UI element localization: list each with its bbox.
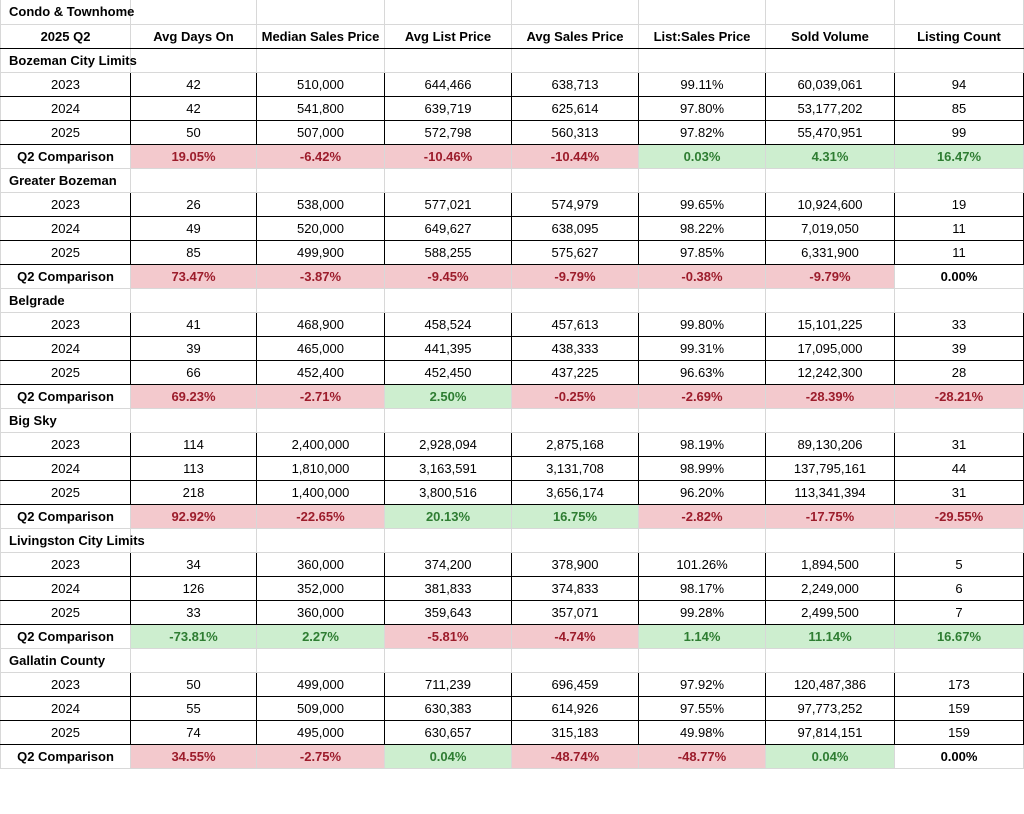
listing-count-cell[interactable]: 19 — [895, 192, 1024, 216]
listing-count-cell[interactable]: 11 — [895, 216, 1024, 240]
median-sales-price-change-cell[interactable]: -6.42% — [257, 144, 385, 168]
year-cell[interactable]: 2023 — [1, 312, 131, 336]
empty-cell[interactable] — [895, 528, 1024, 552]
listing-count-cell[interactable]: 159 — [895, 696, 1024, 720]
avg-list-price-cell[interactable]: 3,800,516 — [385, 480, 512, 504]
avg-days-on-cell[interactable]: 42 — [131, 72, 257, 96]
median-sales-price-change-cell[interactable]: 2.27% — [257, 624, 385, 648]
empty-cell[interactable] — [639, 168, 766, 192]
median-sales-price-change-cell[interactable]: -2.71% — [257, 384, 385, 408]
list-sales-price-cell[interactable]: 97.82% — [639, 120, 766, 144]
list-sales-price-cell[interactable]: 98.19% — [639, 432, 766, 456]
list-sales-price-cell[interactable]: 98.17% — [639, 576, 766, 600]
median-sales-price-cell[interactable]: 499,000 — [257, 672, 385, 696]
avg-list-price-change-cell[interactable]: -9.45% — [385, 264, 512, 288]
avg-list-price-cell[interactable]: 639,719 — [385, 96, 512, 120]
empty-cell[interactable] — [766, 48, 895, 72]
header-list-sales-price[interactable]: List:Sales Price — [639, 24, 766, 48]
comparison-row — [1, 744, 1024, 768]
sold-volume-cell[interactable]: 12,242,300 — [766, 360, 895, 384]
sold-volume-change-cell[interactable]: 11.14% — [766, 624, 895, 648]
section-title[interactable]: Big Sky — [1, 408, 131, 432]
empty-cell[interactable] — [131, 408, 257, 432]
comparison-label[interactable]: Q2 Comparison — [1, 264, 131, 288]
comparison-row — [1, 144, 1024, 168]
comparison-label[interactable]: Q2 Comparison — [1, 384, 131, 408]
list-sales-price-cell[interactable]: 98.22% — [639, 216, 766, 240]
year-cell[interactable]: 2025 — [1, 360, 131, 384]
year-cell[interactable]: 2024 — [1, 216, 131, 240]
table-row — [1, 312, 1024, 336]
table-row — [1, 480, 1024, 504]
list-sales-price-cell[interactable]: 96.63% — [639, 360, 766, 384]
sold-volume-cell[interactable]: 89,130,206 — [766, 432, 895, 456]
avg-sales-price-cell[interactable]: 378,900 — [512, 552, 639, 576]
avg-sales-price-cell[interactable]: 438,333 — [512, 336, 639, 360]
empty-cell[interactable] — [766, 168, 895, 192]
median-sales-price-cell[interactable]: 1,400,000 — [257, 480, 385, 504]
table-row — [1, 576, 1024, 600]
median-sales-price-cell[interactable]: 465,000 — [257, 336, 385, 360]
list-sales-price-change-cell[interactable]: 1.14% — [639, 624, 766, 648]
avg-sales-price-change-cell[interactable]: 16.75% — [512, 504, 639, 528]
avg-sales-price-change-cell[interactable]: -0.25% — [512, 384, 639, 408]
avg-list-price-cell[interactable]: 2,928,094 — [385, 432, 512, 456]
comparison-row — [1, 504, 1024, 528]
list-sales-price-cell[interactable]: 99.28% — [639, 600, 766, 624]
section-header-row — [1, 48, 1024, 72]
header-period[interactable]: 2025 Q2 — [1, 24, 131, 48]
avg-days-on-cell[interactable]: 49 — [131, 216, 257, 240]
list-sales-price-cell[interactable]: 99.80% — [639, 312, 766, 336]
table-row — [1, 720, 1024, 744]
listing-count-change-cell[interactable]: 0.00% — [895, 744, 1024, 768]
listing-count-cell[interactable]: 44 — [895, 456, 1024, 480]
sold-volume-cell[interactable]: 2,499,500 — [766, 600, 895, 624]
avg-days-on-cell[interactable]: 114 — [131, 432, 257, 456]
avg-sales-price-cell[interactable]: 614,926 — [512, 696, 639, 720]
empty-cell[interactable] — [639, 0, 766, 24]
list-sales-price-cell[interactable]: 98.99% — [639, 456, 766, 480]
year-cell[interactable]: 2025 — [1, 480, 131, 504]
avg-sales-price-cell[interactable]: 374,833 — [512, 576, 639, 600]
table-row — [1, 432, 1024, 456]
empty-cell[interactable] — [512, 408, 639, 432]
avg-days-on-cell[interactable]: 50 — [131, 672, 257, 696]
sold-volume-cell[interactable]: 137,795,161 — [766, 456, 895, 480]
list-sales-price-change-cell[interactable]: -0.38% — [639, 264, 766, 288]
avg-sales-price-cell[interactable]: 3,131,708 — [512, 456, 639, 480]
year-cell[interactable]: 2024 — [1, 456, 131, 480]
header-avg-days-on[interactable]: Avg Days On — [131, 24, 257, 48]
avg-sales-price-cell[interactable]: 3,656,174 — [512, 480, 639, 504]
empty-cell[interactable] — [639, 528, 766, 552]
avg-list-price-cell[interactable]: 588,255 — [385, 240, 512, 264]
empty-cell[interactable] — [385, 408, 512, 432]
list-sales-price-change-cell[interactable]: -2.69% — [639, 384, 766, 408]
table-row — [1, 120, 1024, 144]
sold-volume-cell[interactable]: 97,773,252 — [766, 696, 895, 720]
listing-count-cell[interactable]: 33 — [895, 312, 1024, 336]
list-sales-price-cell[interactable]: 99.65% — [639, 192, 766, 216]
table-row — [1, 96, 1024, 120]
list-sales-price-cell[interactable]: 101.26% — [639, 552, 766, 576]
empty-cell[interactable] — [257, 288, 385, 312]
empty-cell[interactable] — [131, 0, 257, 24]
list-sales-price-cell[interactable]: 49.98% — [639, 720, 766, 744]
avg-list-price-cell[interactable]: 452,450 — [385, 360, 512, 384]
year-cell[interactable]: 2024 — [1, 336, 131, 360]
section-title[interactable]: Gallatin County — [1, 648, 131, 672]
year-cell[interactable]: 2023 — [1, 672, 131, 696]
median-sales-price-cell[interactable]: 538,000 — [257, 192, 385, 216]
year-cell[interactable]: 2024 — [1, 696, 131, 720]
table-row — [1, 192, 1024, 216]
avg-list-price-cell[interactable]: 644,466 — [385, 72, 512, 96]
listing-count-cell[interactable]: 31 — [895, 480, 1024, 504]
avg-days-on-cell[interactable]: 66 — [131, 360, 257, 384]
sold-volume-cell[interactable]: 15,101,225 — [766, 312, 895, 336]
empty-cell[interactable] — [639, 288, 766, 312]
median-sales-price-cell[interactable]: 360,000 — [257, 600, 385, 624]
empty-cell[interactable] — [895, 168, 1024, 192]
list-sales-price-cell[interactable]: 97.80% — [639, 96, 766, 120]
avg-days-on-cell[interactable]: 113 — [131, 456, 257, 480]
listing-count-cell[interactable]: 5 — [895, 552, 1024, 576]
empty-cell[interactable] — [385, 288, 512, 312]
listing-count-cell[interactable]: 31 — [895, 432, 1024, 456]
median-sales-price-change-cell[interactable]: -2.75% — [257, 744, 385, 768]
avg-sales-price-change-cell[interactable]: -10.44% — [512, 144, 639, 168]
median-sales-price-cell[interactable]: 520,000 — [257, 216, 385, 240]
header-avg-list-price[interactable]: Avg List Price — [385, 24, 512, 48]
median-sales-price-cell[interactable]: 541,800 — [257, 96, 385, 120]
header-median-sales-price[interactable]: Median Sales Price — [257, 24, 385, 48]
section-title[interactable]: Bozeman City Limits — [1, 48, 131, 72]
avg-list-price-change-cell[interactable]: 20.13% — [385, 504, 512, 528]
avg-sales-price-cell[interactable]: 560,313 — [512, 120, 639, 144]
avg-list-price-cell[interactable]: 381,833 — [385, 576, 512, 600]
avg-days-on-change-cell[interactable]: 92.92% — [131, 504, 257, 528]
table-row — [1, 672, 1024, 696]
section-header-row — [1, 408, 1024, 432]
list-sales-price-cell[interactable]: 97.85% — [639, 240, 766, 264]
sold-volume-change-cell[interactable]: -9.79% — [766, 264, 895, 288]
avg-days-on-cell[interactable]: 50 — [131, 120, 257, 144]
sold-volume-cell[interactable]: 53,177,202 — [766, 96, 895, 120]
list-sales-price-change-cell[interactable]: 0.03% — [639, 144, 766, 168]
avg-days-on-cell[interactable]: 41 — [131, 312, 257, 336]
avg-list-price-cell[interactable]: 572,798 — [385, 120, 512, 144]
sheet-title[interactable]: Condo & Townhome — [1, 0, 131, 24]
listing-count-change-cell[interactable]: 0.00% — [895, 264, 1024, 288]
empty-cell[interactable] — [257, 168, 385, 192]
avg-sales-price-cell[interactable]: 2,875,168 — [512, 432, 639, 456]
header-avg-sales-price[interactable]: Avg Sales Price — [512, 24, 639, 48]
header-row — [1, 24, 1024, 48]
comparison-row — [1, 384, 1024, 408]
empty-cell[interactable] — [512, 648, 639, 672]
listing-count-cell[interactable]: 85 — [895, 96, 1024, 120]
empty-cell[interactable] — [131, 48, 257, 72]
avg-sales-price-cell[interactable]: 625,614 — [512, 96, 639, 120]
avg-days-on-cell[interactable]: 34 — [131, 552, 257, 576]
comparison-row — [1, 624, 1024, 648]
median-sales-price-cell[interactable]: 499,900 — [257, 240, 385, 264]
empty-cell[interactable] — [639, 648, 766, 672]
listing-count-cell[interactable]: 28 — [895, 360, 1024, 384]
list-sales-price-cell[interactable]: 99.11% — [639, 72, 766, 96]
table-body — [1, 0, 1024, 768]
empty-cell[interactable] — [766, 0, 895, 24]
listing-count-cell[interactable]: 94 — [895, 72, 1024, 96]
year-cell[interactable]: 2025 — [1, 720, 131, 744]
avg-list-price-cell[interactable]: 359,643 — [385, 600, 512, 624]
avg-sales-price-cell[interactable]: 696,459 — [512, 672, 639, 696]
median-sales-price-change-cell[interactable]: -22.65% — [257, 504, 385, 528]
table-row — [1, 696, 1024, 720]
avg-days-on-cell[interactable]: 55 — [131, 696, 257, 720]
sold-volume-cell[interactable]: 120,487,386 — [766, 672, 895, 696]
avg-days-on-change-cell[interactable]: 73.47% — [131, 264, 257, 288]
empty-cell[interactable] — [385, 648, 512, 672]
year-cell[interactable]: 2024 — [1, 96, 131, 120]
avg-sales-price-cell[interactable]: 575,627 — [512, 240, 639, 264]
median-sales-price-cell[interactable]: 360,000 — [257, 552, 385, 576]
empty-cell[interactable] — [257, 408, 385, 432]
empty-cell[interactable] — [385, 0, 512, 24]
list-sales-price-cell[interactable]: 99.31% — [639, 336, 766, 360]
listing-count-change-cell[interactable]: 16.47% — [895, 144, 1024, 168]
avg-list-price-cell[interactable]: 3,163,591 — [385, 456, 512, 480]
sold-volume-cell[interactable]: 10,924,600 — [766, 192, 895, 216]
listing-count-cell[interactable]: 11 — [895, 240, 1024, 264]
listing-count-cell[interactable]: 173 — [895, 672, 1024, 696]
header-sold-volume[interactable]: Sold Volume — [766, 24, 895, 48]
avg-sales-price-cell[interactable]: 638,095 — [512, 216, 639, 240]
empty-cell[interactable] — [895, 0, 1024, 24]
section-header-row — [1, 288, 1024, 312]
section-header-row — [1, 168, 1024, 192]
avg-days-on-cell[interactable]: 42 — [131, 96, 257, 120]
avg-days-on-change-cell[interactable]: 69.23% — [131, 384, 257, 408]
avg-sales-price-cell[interactable]: 357,071 — [512, 600, 639, 624]
listing-count-cell[interactable]: 7 — [895, 600, 1024, 624]
empty-cell[interactable] — [131, 288, 257, 312]
empty-cell[interactable] — [257, 48, 385, 72]
table-row — [1, 360, 1024, 384]
list-sales-price-cell[interactable]: 96.20% — [639, 480, 766, 504]
avg-list-price-cell[interactable]: 649,627 — [385, 216, 512, 240]
avg-list-price-cell[interactable]: 458,524 — [385, 312, 512, 336]
table-row — [1, 240, 1024, 264]
year-cell[interactable]: 2023 — [1, 432, 131, 456]
avg-list-price-cell[interactable]: 711,239 — [385, 672, 512, 696]
avg-days-on-change-cell[interactable]: 19.05% — [131, 144, 257, 168]
list-sales-price-cell[interactable]: 97.55% — [639, 696, 766, 720]
list-sales-price-change-cell[interactable]: -2.82% — [639, 504, 766, 528]
listing-count-cell[interactable]: 99 — [895, 120, 1024, 144]
listing-count-cell[interactable]: 6 — [895, 576, 1024, 600]
empty-cell[interactable] — [895, 48, 1024, 72]
empty-cell[interactable] — [131, 528, 257, 552]
median-sales-price-cell[interactable]: 352,000 — [257, 576, 385, 600]
avg-sales-price-cell[interactable]: 574,979 — [512, 192, 639, 216]
avg-list-price-cell[interactable]: 630,383 — [385, 696, 512, 720]
empty-cell[interactable] — [512, 48, 639, 72]
year-cell[interactable]: 2023 — [1, 192, 131, 216]
empty-cell[interactable] — [512, 288, 639, 312]
avg-list-price-cell[interactable]: 577,021 — [385, 192, 512, 216]
sold-volume-change-cell[interactable]: -17.75% — [766, 504, 895, 528]
table-row — [1, 216, 1024, 240]
median-sales-price-cell[interactable]: 452,400 — [257, 360, 385, 384]
median-sales-price-cell[interactable]: 468,900 — [257, 312, 385, 336]
list-sales-price-change-cell[interactable]: -48.77% — [639, 744, 766, 768]
title-row — [1, 0, 1024, 24]
avg-list-price-cell[interactable]: 374,200 — [385, 552, 512, 576]
median-sales-price-cell[interactable]: 509,000 — [257, 696, 385, 720]
avg-days-on-cell[interactable]: 218 — [131, 480, 257, 504]
sold-volume-cell[interactable]: 60,039,061 — [766, 72, 895, 96]
median-sales-price-cell[interactable]: 507,000 — [257, 120, 385, 144]
avg-sales-price-cell[interactable]: 638,713 — [512, 72, 639, 96]
avg-list-price-change-cell[interactable]: 0.04% — [385, 744, 512, 768]
avg-list-price-change-cell[interactable]: -5.81% — [385, 624, 512, 648]
empty-cell[interactable] — [766, 288, 895, 312]
sold-volume-cell[interactable]: 17,095,000 — [766, 336, 895, 360]
empty-cell[interactable] — [766, 528, 895, 552]
avg-sales-price-cell[interactable]: 457,613 — [512, 312, 639, 336]
comparison-label[interactable]: Q2 Comparison — [1, 624, 131, 648]
avg-sales-price-change-cell[interactable]: -48.74% — [512, 744, 639, 768]
year-cell[interactable]: 2025 — [1, 120, 131, 144]
empty-cell[interactable] — [895, 408, 1024, 432]
year-cell[interactable]: 2024 — [1, 576, 131, 600]
comparison-row — [1, 264, 1024, 288]
sold-volume-change-cell[interactable]: -28.39% — [766, 384, 895, 408]
listing-count-change-cell[interactable]: 16.67% — [895, 624, 1024, 648]
avg-list-price-change-cell[interactable]: 2.50% — [385, 384, 512, 408]
listing-count-change-cell[interactable]: -28.21% — [895, 384, 1024, 408]
median-sales-price-cell[interactable]: 1,810,000 — [257, 456, 385, 480]
sold-volume-cell[interactable]: 6,331,900 — [766, 240, 895, 264]
sold-volume-cell[interactable]: 55,470,951 — [766, 120, 895, 144]
avg-days-on-change-cell[interactable]: -73.81% — [131, 624, 257, 648]
empty-cell[interactable] — [512, 168, 639, 192]
median-sales-price-cell[interactable]: 495,000 — [257, 720, 385, 744]
avg-sales-price-cell[interactable]: 315,183 — [512, 720, 639, 744]
sold-volume-cell[interactable]: 113,341,394 — [766, 480, 895, 504]
empty-cell[interactable] — [766, 408, 895, 432]
sold-volume-change-cell[interactable]: 4.31% — [766, 144, 895, 168]
year-cell[interactable]: 2023 — [1, 552, 131, 576]
sold-volume-cell[interactable]: 97,814,151 — [766, 720, 895, 744]
avg-sales-price-change-cell[interactable]: -4.74% — [512, 624, 639, 648]
year-cell[interactable]: 2025 — [1, 600, 131, 624]
empty-cell[interactable] — [639, 408, 766, 432]
sold-volume-change-cell[interactable]: 0.04% — [766, 744, 895, 768]
comparison-label[interactable]: Q2 Comparison — [1, 144, 131, 168]
empty-cell[interactable] — [512, 528, 639, 552]
table-row — [1, 336, 1024, 360]
sold-volume-cell[interactable]: 7,019,050 — [766, 216, 895, 240]
empty-cell[interactable] — [895, 288, 1024, 312]
avg-list-price-cell[interactable]: 630,657 — [385, 720, 512, 744]
table-row — [1, 72, 1024, 96]
empty-cell[interactable] — [257, 528, 385, 552]
section-title[interactable]: Belgrade — [1, 288, 131, 312]
list-sales-price-cell[interactable]: 97.92% — [639, 672, 766, 696]
empty-cell[interactable] — [385, 48, 512, 72]
sold-volume-cell[interactable]: 2,249,000 — [766, 576, 895, 600]
avg-days-on-cell[interactable]: 126 — [131, 576, 257, 600]
avg-days-on-cell[interactable]: 39 — [131, 336, 257, 360]
avg-list-price-change-cell[interactable]: -10.46% — [385, 144, 512, 168]
empty-cell[interactable] — [766, 648, 895, 672]
section-title[interactable]: Livingston City Limits — [1, 528, 131, 552]
comparison-label[interactable]: Q2 Comparison — [1, 744, 131, 768]
section-header-row — [1, 528, 1024, 552]
table-row — [1, 456, 1024, 480]
year-cell[interactable]: 2023 — [1, 72, 131, 96]
empty-cell[interactable] — [385, 168, 512, 192]
listing-count-cell[interactable]: 39 — [895, 336, 1024, 360]
avg-days-on-cell[interactable]: 33 — [131, 600, 257, 624]
empty-cell[interactable] — [257, 0, 385, 24]
avg-sales-price-cell[interactable]: 437,225 — [512, 360, 639, 384]
avg-days-on-change-cell[interactable]: 34.55% — [131, 744, 257, 768]
empty-cell[interactable] — [895, 648, 1024, 672]
avg-sales-price-change-cell[interactable]: -9.79% — [512, 264, 639, 288]
header-listing-count[interactable]: Listing Count — [895, 24, 1024, 48]
listing-count-cell[interactable]: 159 — [895, 720, 1024, 744]
table-row — [1, 600, 1024, 624]
empty-cell[interactable] — [385, 528, 512, 552]
section-title[interactable]: Greater Bozeman — [1, 168, 131, 192]
avg-days-on-cell[interactable]: 26 — [131, 192, 257, 216]
year-cell[interactable]: 2025 — [1, 240, 131, 264]
avg-days-on-cell[interactable]: 85 — [131, 240, 257, 264]
table-row — [1, 552, 1024, 576]
comparison-label[interactable]: Q2 Comparison — [1, 504, 131, 528]
empty-cell[interactable] — [639, 48, 766, 72]
sold-volume-cell[interactable]: 1,894,500 — [766, 552, 895, 576]
empty-cell[interactable] — [257, 648, 385, 672]
listing-count-change-cell[interactable]: -29.55% — [895, 504, 1024, 528]
avg-list-price-cell[interactable]: 441,395 — [385, 336, 512, 360]
empty-cell[interactable] — [131, 168, 257, 192]
section-header-row — [1, 648, 1024, 672]
avg-days-on-cell[interactable]: 74 — [131, 720, 257, 744]
median-sales-price-change-cell[interactable]: -3.87% — [257, 264, 385, 288]
empty-cell[interactable] — [512, 0, 639, 24]
median-sales-price-cell[interactable]: 2,400,000 — [257, 432, 385, 456]
median-sales-price-cell[interactable]: 510,000 — [257, 72, 385, 96]
empty-cell[interactable] — [131, 648, 257, 672]
